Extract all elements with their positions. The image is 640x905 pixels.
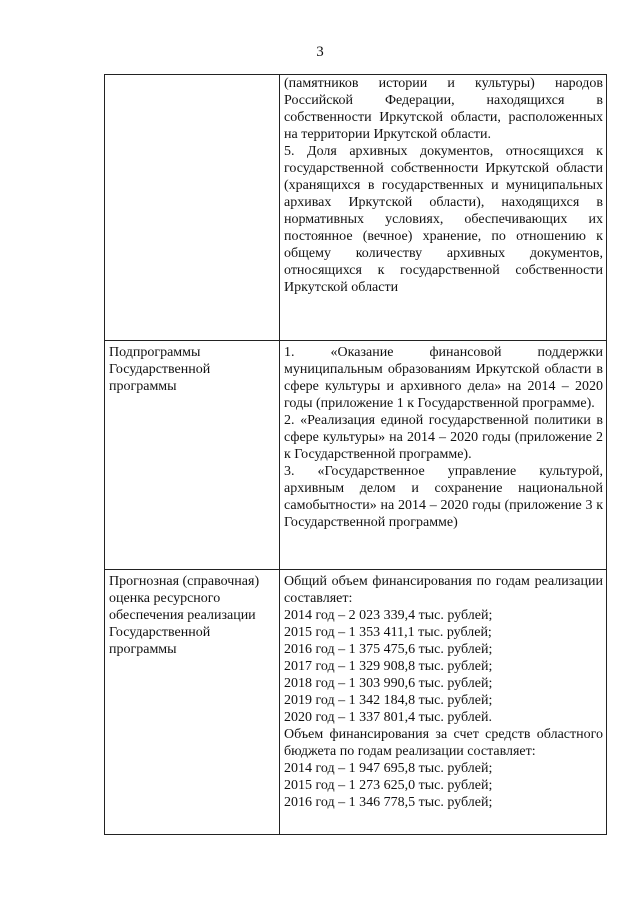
funding-year-line: 2019 год – 1 342 184,8 тыс. рублей; [284,693,493,708]
subprogram-item: 3. «Государственное управление культурой, архивным делом и сохранение национальной самобытности» на 2014 – 2020 годы (приложение 3 к Государственной программе) [284,464,603,530]
row-content [280,341,607,570]
table-row [105,341,607,570]
funding-year-line: 2016 год – 1 375 475,6 тыс. рублей; [284,642,493,657]
program-passport-table [104,74,607,835]
funding-year-line: 2015 год – 1 273 625,0 тыс. рублей; [284,778,493,793]
funding-intro: Общий объем финансирования по годам реализации составляет: [284,574,603,606]
table-row [105,570,607,835]
row-label: Подпрограммы Государственной программы [105,341,280,570]
row-content [280,570,607,835]
subprogram-item: 1. «Оказание финансовой поддержки муниципальным образованиям Иркутской области в сфере культуры и архивного дела» на 2014 – 2020 годы (приложение 1 к Государственной программе). [284,345,603,411]
funding-year-line: 2017 год – 1 329 908,8 тыс. рублей; [284,659,493,674]
row-label: Прогнозная (справочная) оценка ресурсного обеспечения реализации Государственной программы [105,570,280,835]
funding-year-line: 2020 год – 1 337 801,4 тыс. рублей. [284,710,492,725]
funding-year-line: 2015 год – 1 353 411,1 тыс. рублей; [284,625,492,640]
table-row [105,75,607,341]
funding-year-line: 2018 год – 1 303 990,6 тыс. рублей; [284,676,493,691]
row-label [105,75,280,341]
funding-year-line: 2014 год – 1 947 695,8 тыс. рублей; [284,761,493,776]
funding-year-line: 2016 год – 1 346 778,5 тыс. рублей; [284,795,493,810]
subprogram-item: 2. «Реализация единой государственной политики в сфере культуры» на 2014 – 2020 годы (приложение 2 к Государственной программе). [284,413,603,462]
paragraph: (памятников истории и культуры) народов Российской Федерации, находящихся в собственности Иркутской области, расположенных на территории Иркутской области. [284,76,603,142]
row-content [280,75,607,341]
paragraph: 5. Доля архивных документов, относящихся к государственной собственности Иркутской области (хранящихся в государственных и муниципальных архивах Иркутской области), находящихся в нормативных условиях, обеспечивающих их постоянное (вечное) хранение, по отношению к общему количеству архивных документов, относящихся к государственной собственности Иркутской области [284,144,603,295]
page-number: 3 [316,44,324,60]
funding-year-line: 2014 год – 2 023 339,4 тыс. рублей; [284,608,493,623]
funding-intro: Объем финансирования за счет средств областного бюджета по годам реализации составляет: [284,727,603,759]
